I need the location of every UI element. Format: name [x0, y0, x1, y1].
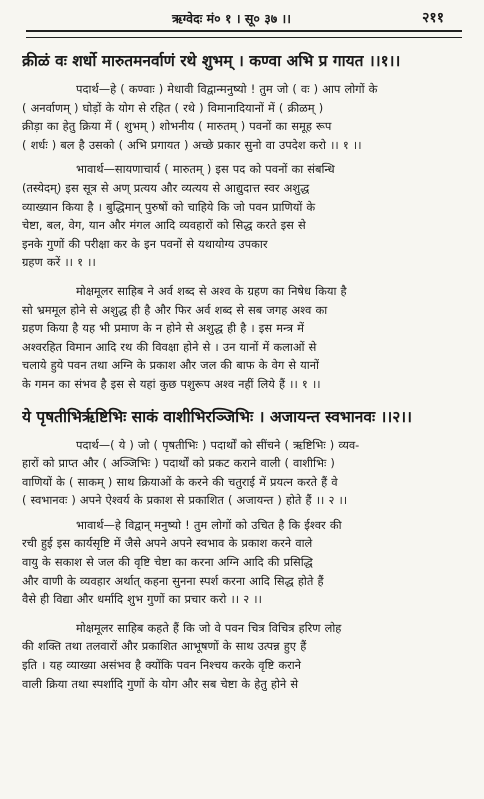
text-line: हारों को प्राप्त और ( अञ्जिभिः ) पदार्थों को प्रकट कराने वाली ( वाशीभिः ): [22, 456, 335, 471]
text-line: भावार्थ—सायणाचार्य ( मारुतम् ) इस पद को पवनों का संबन्धि: [76, 162, 335, 177]
text-line: रची हुई इस कार्यसृष्टि में जैसे अपने अपने स्वभाव के प्रकाश करने वाले: [22, 536, 313, 551]
text-line: वाणियों के ( साकम् ) साथ क्रियाओं के करने की चतुराई में प्रयत्न करते हैं वे: [22, 474, 338, 489]
padartha-1: [22, 80, 466, 154]
text-line: मोक्षमूलर साहिब ने अर्व शब्द से अश्व के ग्रहण का निषेध किया है: [76, 283, 347, 298]
text-line: ( शर्धः ) बल है उसको ( अभि प्रगायत ) अच्छे प्रकार सुनो वा उपदेश करो ।। १ ।।: [22, 137, 362, 152]
text-line: ( अनर्वाणम् ) घोड़ों के योग से रहित ( रथे ) विमानादियानों में ( क्रीळम् ): [22, 100, 324, 115]
text-line: वायु के सकाश से जल की वृष्टि चेष्टा का करना अग्नि आदि की प्रसिद्धि: [22, 555, 313, 570]
moksha-paragraph-1: [22, 282, 466, 394]
text-line: मोक्षमूलर साहिब कहते हैं कि जो वे पवन चित्र विचित्र हरिण लोह: [76, 620, 342, 635]
text-line: ( स्वभानवः ) अपने ऐश्वर्य के प्रकाश से प्रकाशित ( अजायन्त ) होते हैं ।। २ ।।: [22, 493, 348, 508]
bhavartha-1: [22, 160, 466, 272]
text-line: व्याख्यान किया है । बुद्धिमान् पुरुषों को चाहिये कि जो पवन प्राणियों के: [22, 199, 316, 214]
moksha-paragraph-2: [22, 619, 466, 693]
header-rule: [26, 30, 462, 38]
text-line: ग्रहण किया है यह भी प्रमाण के न होने से अशुद्ध ही है । इस मन्त्र में: [22, 321, 304, 336]
text-line: इनके गुणों की परीक्षा कर के इन पवनों से यथायोग्य उपकार: [22, 236, 268, 251]
running-title: ऋग्वेदः मं० १ । सू० ३७ ।।: [172, 11, 292, 26]
mantra-2: ये पृषतीभिर्ऋष्टिभिः साकं वाशीभिरञ्जिभिः । अजायन्त स्वभानवः ।।२।।: [22, 407, 413, 426]
text-line: पदार्थ—हे ( कण्वाः ) मेधावी विद्वान्मनुष्यो ! तुम जो ( वः ) आप लोगों के: [76, 82, 378, 96]
text-line: इति । यह व्याख्या असंभव है क्योंकि पवन निश्चय करके वृष्टि कराने: [22, 658, 301, 673]
text-line: चलाये हुये पवन तथा अग्नि के प्रकाश और जल की बाफ के वेग से यानों: [22, 358, 319, 373]
bhavartha-2: [22, 516, 466, 609]
text-line: और वाणी के व्यवहार अर्थात् कहना सुनना स्पर्श करना आदि सिद्ध होते हैं: [22, 573, 324, 588]
text-line: की शक्ति तथा तलवारों और प्रकाशित आभूषणों के साथ उत्पन्न हुए हैं: [22, 639, 307, 654]
text-line: क्रीड़ा का हेतु क्रिया में ( शुभम् ) शोभनीय ( मारुतम् ) पवनों का समूह रूप: [22, 119, 332, 134]
text-line: वैसे ही विद्या और धर्मादि शुभ गुणों का प्रचार करो ।। २ ।।: [22, 592, 262, 607]
padartha-2: [22, 436, 466, 510]
mantra-1: क्रीळं वः शर्धो मारुतमनर्वाणं रथे शुभम् । कण्वा अभि प्र गायत ।।१।।: [22, 52, 401, 70]
text-line: सो भ्रममूल होने से अशुद्ध ही है और फिर अर्व शब्द से सब जगह अश्व का: [22, 302, 328, 317]
page-number: २११: [422, 10, 444, 26]
text-line: वाली क्रिया तथा स्पर्शादि गुणों के योग और सब चेष्टा के हेतु होने से: [22, 676, 299, 691]
text-line: के गमन का संभव है इस से यहां कुछ पशुरूप अश्व नहीं लिये हैं ।। १ ।।: [22, 376, 321, 391]
text-line: भावार्थ—हे विद्वान् मनुष्यो ! तुम लोगों को उचित है कि ईश्वर की: [76, 517, 342, 532]
page-header: [22, 0, 466, 30]
text-line: (तस्येदम्) इस सूत्र से अण् प्रत्यय और व्यत्यय से आद्युदात्त स्वर अशुद्ध: [22, 180, 310, 195]
text-line: चेष्टा, बल, वेग, यान और मंगल आदि व्यवहारों को सिद्ध करते इस से: [22, 218, 306, 233]
text-line: पदार्थ—( ये ) जो ( पृषतीभिः ) पदार्थों को सींचने ( ऋष्टिभिः ) व्यव-: [76, 437, 360, 452]
text-line: अश्वरहित विमान आदि रथ की विवक्षा होने से । उन यानों में कलाओं से: [22, 339, 317, 354]
text-line: ग्रहण करें ।। १ ।।: [22, 255, 96, 270]
